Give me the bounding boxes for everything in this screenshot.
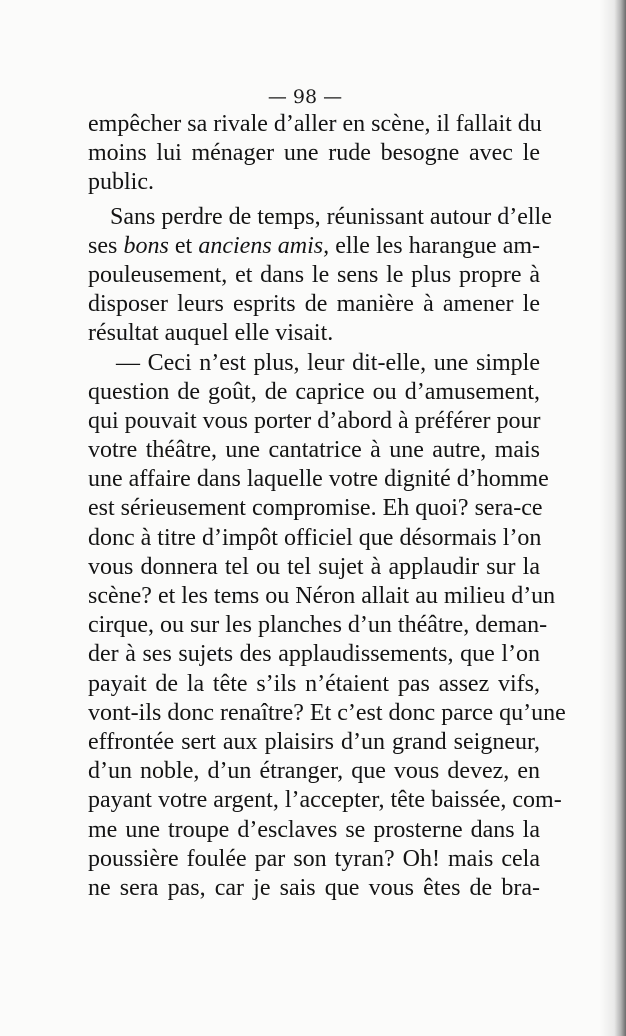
- italic-segment: bons: [123, 232, 169, 259]
- text-line: est sérieusement compromise. Eh quoi? sera-ce: [88, 495, 543, 522]
- text-line: ne sera pas, car je sais que vous êtes de bra-: [88, 874, 540, 901]
- text-line: poussière foulée par son tyran? Oh! mais cela: [88, 845, 540, 872]
- text-line: qui pouvait vous porter d’abord à préférer pour: [88, 407, 541, 434]
- text-line: pouleusement, et dans le sens le plus propre à: [88, 261, 540, 288]
- text-line: d’un noble, d’un étranger, que vous devez, en: [88, 758, 540, 785]
- text-segment: ses: [88, 232, 118, 259]
- italic-segment: anciens amis,: [198, 232, 330, 259]
- text-line: public.: [88, 169, 154, 196]
- text-line: effrontée sert aux plaisirs d’un grand seigneur,: [88, 728, 540, 755]
- text-segment: elle les harangue am-: [335, 232, 541, 259]
- text-line: der à ses sujets des applaudissements, que l’on: [88, 641, 540, 668]
- page-edge-shadow: [600, 0, 626, 1036]
- text-line: moins lui ménager une rude besogne avec le: [88, 140, 540, 167]
- text-line-with-italics: [88, 232, 540, 261]
- text-line: votre théâtre, une cantatrice à une autre, mais: [88, 437, 540, 464]
- text-line: disposer leurs esprits de manière à amener le: [88, 291, 540, 318]
- text-line: empêcher sa rivale d’aller en scène, il fallait du: [88, 111, 542, 137]
- text-line: scène? et les tems ou Néron allait au milieu d’un: [88, 583, 556, 609]
- text-line: vont-ils donc renaître? Et c’est donc parce qu’une: [88, 699, 566, 726]
- text-line: vous donnera tel ou tel sujet à applaudir sur la: [88, 553, 540, 580]
- text-line: me une troupe d’esclaves se prosterne dans la: [88, 816, 540, 843]
- text-line: résultat auquel elle visait.: [88, 320, 334, 347]
- body-text: [88, 110, 566, 903]
- text-line: — Ceci n’est plus, leur dit-elle, une simple: [116, 349, 540, 376]
- text-segment: et: [174, 232, 193, 259]
- text-line: payait de la tête s’ils n’étaient pas assez vifs,: [88, 670, 540, 697]
- page-number: — 98 —: [267, 86, 343, 108]
- text-line: donc à titre d’impôt officiel que désormais l’on: [88, 524, 542, 551]
- text-line: cirque, ou sur les planches d’un théâtre, deman-: [88, 612, 548, 639]
- text-line: question de goût, de caprice ou d’amusement,: [88, 378, 540, 405]
- text-line: payant votre argent, l’accepter, tête baissée, com-: [88, 787, 562, 814]
- text-line: Sans perdre de temps, réunissant autour d’elle: [110, 203, 552, 230]
- text-line: une affaire dans laquelle votre dignité d’homme: [88, 466, 549, 493]
